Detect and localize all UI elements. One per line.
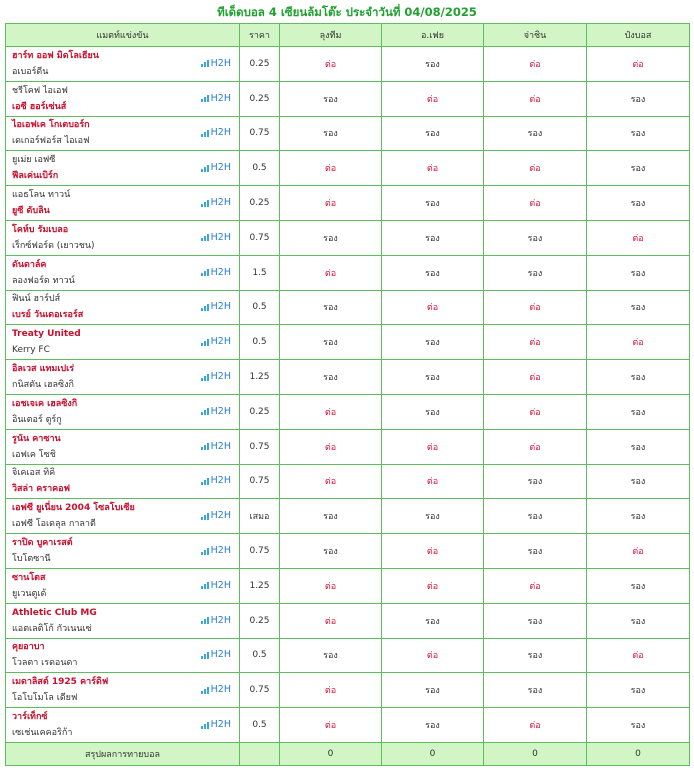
away-team: เร็กซ์ฟอร์ด (เยาวชน) — [12, 240, 95, 251]
match-cell — [6, 568, 240, 603]
table-row — [6, 220, 690, 255]
bar-chart-icon — [201, 373, 209, 381]
summary-empty-cell — [240, 742, 280, 765]
table-row — [6, 290, 690, 325]
pick-cell: ต่อ — [382, 151, 484, 186]
bar-chart-icon — [201, 129, 209, 137]
away-team: เซเช่นเคคอริก้า — [12, 728, 73, 739]
home-team: ดันดาล์ค — [12, 259, 47, 270]
price-cell: 0.5 — [240, 290, 280, 325]
pick-cell: รอง — [280, 534, 382, 569]
match-cell — [6, 290, 240, 325]
price-cell: 0.5 — [240, 708, 280, 743]
home-team: Athletic Club MG — [12, 607, 97, 618]
pick-cell: ต่อ — [382, 464, 484, 499]
bar-chart-icon — [201, 477, 209, 485]
match-cell — [6, 220, 240, 255]
price-cell: 0.5 — [240, 638, 280, 673]
table-row — [6, 568, 690, 603]
home-team: อิลเวส แทมเปเร่ — [12, 364, 75, 375]
table-row — [6, 603, 690, 638]
match-cell — [6, 534, 240, 569]
pick-cell: รอง — [587, 360, 690, 395]
pick-cell: รอง — [382, 220, 484, 255]
pick-cell: ต่อ — [382, 290, 484, 325]
bar-chart-icon — [201, 512, 209, 520]
pick-cell: รอง — [587, 151, 690, 186]
table-row — [6, 325, 690, 360]
pick-cell: ต่อ — [382, 81, 484, 116]
away-team: วิสล่า คราคอฟ — [12, 484, 70, 495]
header-tipster-4: ป๋งบอส — [587, 24, 690, 47]
pick-cell: รอง — [382, 673, 484, 708]
price-cell: 0.25 — [240, 186, 280, 221]
pick-cell: ต่อ — [280, 568, 382, 603]
match-cell — [6, 708, 240, 743]
match-cell — [6, 394, 240, 429]
home-team: ฮาร์ท ออฟ มิดโลเธียน — [12, 50, 99, 61]
pick-cell: ต่อ — [382, 534, 484, 569]
pick-cell: ต่อ — [382, 429, 484, 464]
match-cell — [6, 360, 240, 395]
h2h-label: H2H — [210, 162, 231, 174]
price-cell: 0.5 — [240, 325, 280, 360]
pick-cell: ต่อ — [280, 186, 382, 221]
table-row — [6, 151, 690, 186]
h2h-label: H2H — [210, 475, 231, 487]
bar-chart-icon — [201, 616, 209, 624]
match-cell — [6, 186, 240, 221]
pick-cell: ต่อ — [280, 47, 382, 82]
home-team: วาร์เท็กซ์ — [12, 712, 48, 723]
bar-chart-icon — [201, 651, 209, 659]
h2h-label: H2H — [210, 336, 231, 348]
pick-cell: รอง — [587, 499, 690, 534]
pick-cell: รอง — [484, 116, 587, 151]
h2h-link[interactable] — [201, 336, 231, 347]
home-team: โคห์บ รัมเบลอ — [12, 224, 69, 235]
away-team: ยูเวนตูเด้ — [12, 588, 47, 599]
match-cell — [6, 673, 240, 708]
h2h-link[interactable] — [201, 649, 231, 660]
pick-cell: รอง — [587, 673, 690, 708]
home-team: แอธโลน ทาวน์ — [12, 190, 71, 201]
summary-row — [6, 742, 690, 765]
table-row — [6, 116, 690, 151]
bar-chart-icon — [201, 547, 209, 555]
away-team: เอซี ฮอร์เซ่นส์ — [12, 101, 67, 112]
pick-cell: รอง — [382, 360, 484, 395]
h2h-link[interactable] — [201, 371, 231, 382]
price-cell: 0.25 — [240, 603, 280, 638]
h2h-label: H2H — [210, 57, 231, 69]
header-match: แมตท์แข่งขัน — [6, 24, 240, 47]
table-row — [6, 499, 690, 534]
away-team: เอฟซี โอเดลุล กาลาตี — [12, 519, 96, 530]
h2h-link[interactable] — [201, 545, 231, 556]
h2h-link[interactable] — [201, 127, 231, 138]
table-body — [6, 47, 690, 743]
home-team: จิเคเอส ทิคิ — [12, 468, 56, 479]
h2h-label: H2H — [210, 197, 231, 209]
pick-cell: ต่อ — [484, 429, 587, 464]
h2h-link[interactable] — [201, 301, 231, 312]
home-team: คุยอาบา — [12, 642, 45, 653]
pick-cell: ต่อ — [587, 47, 690, 82]
h2h-label: H2H — [210, 719, 231, 731]
pick-cell: ต่อ — [280, 603, 382, 638]
pick-cell: ต่อ — [484, 81, 587, 116]
table-row — [6, 186, 690, 221]
pick-cell: ต่อ — [484, 568, 587, 603]
h2h-link[interactable] — [201, 267, 231, 278]
home-team: ชรีโคฟ ไอเอฟ — [12, 85, 68, 96]
match-cell — [6, 255, 240, 290]
pick-cell: ต่อ — [587, 638, 690, 673]
price-cell: 0.75 — [240, 534, 280, 569]
h2h-link[interactable] — [201, 406, 231, 417]
pick-cell: รอง — [484, 673, 587, 708]
pick-cell: รอง — [382, 116, 484, 151]
h2h-link[interactable] — [201, 615, 231, 626]
away-team: แอตเลติโก้ กัวเนนเซ่ — [12, 623, 92, 634]
away-team: ยูซี ดับลิน — [12, 206, 50, 217]
pick-cell: รอง — [484, 255, 587, 290]
h2h-label: H2H — [210, 510, 231, 522]
h2h-label: H2H — [210, 231, 231, 243]
pick-cell: รอง — [587, 603, 690, 638]
bar-chart-icon — [201, 407, 209, 415]
pick-cell: รอง — [587, 394, 690, 429]
away-team: ฟีลเค่นเบิร์ก — [12, 171, 59, 182]
pick-cell: รอง — [587, 116, 690, 151]
pick-cell: ต่อ — [280, 673, 382, 708]
bar-chart-icon — [201, 233, 209, 241]
bar-chart-icon — [201, 338, 209, 346]
h2h-label: H2H — [210, 371, 231, 383]
away-team: โวลตา เรดอนดา — [12, 658, 78, 669]
tips-table — [5, 23, 690, 766]
h2h-label: H2H — [210, 92, 231, 104]
home-team: เมดาลิสต์ 1925 คาร์ดิฟ — [12, 677, 109, 688]
h2h-link[interactable] — [201, 684, 231, 695]
h2h-label: H2H — [210, 440, 231, 452]
price-cell: เสมอ — [240, 499, 280, 534]
h2h-link[interactable] — [201, 93, 231, 104]
h2h-link[interactable] — [201, 510, 231, 521]
home-team: เอฟซี ยูเนี่ยน 2004 โซลโบเซีย — [12, 503, 135, 514]
pick-cell: รอง — [382, 186, 484, 221]
summary-score-1: 0 — [280, 742, 382, 765]
pick-cell: รอง — [382, 708, 484, 743]
pick-cell: รอง — [484, 638, 587, 673]
pick-cell: รอง — [280, 290, 382, 325]
pick-cell: รอง — [587, 464, 690, 499]
pick-cell: ต่อ — [280, 255, 382, 290]
pick-cell: รอง — [587, 568, 690, 603]
pick-cell: รอง — [587, 429, 690, 464]
match-cell — [6, 603, 240, 638]
pick-cell: ต่อ — [484, 394, 587, 429]
pick-cell: รอง — [587, 290, 690, 325]
table-row — [6, 534, 690, 569]
home-team: ยูเม่ย เอฟซี — [12, 155, 56, 166]
pick-cell: รอง — [280, 325, 382, 360]
pick-cell: ต่อ — [587, 325, 690, 360]
h2h-link[interactable] — [201, 580, 231, 591]
pick-cell: รอง — [382, 394, 484, 429]
pick-cell: ต่อ — [280, 464, 382, 499]
home-team: ซานโตส — [12, 572, 46, 583]
price-cell: 0.25 — [240, 47, 280, 82]
price-cell: 0.75 — [240, 429, 280, 464]
table-row — [6, 464, 690, 499]
bar-chart-icon — [201, 164, 209, 172]
h2h-label: H2H — [210, 301, 231, 313]
price-cell: 0.75 — [240, 220, 280, 255]
table-row — [6, 638, 690, 673]
h2h-link[interactable] — [201, 441, 231, 452]
h2h-label: H2H — [210, 266, 231, 278]
pick-cell: รอง — [280, 81, 382, 116]
pick-cell: รอง — [382, 255, 484, 290]
home-team: ฟินน์ ฮาร์ปส์ — [12, 294, 61, 305]
price-cell: 0.75 — [240, 673, 280, 708]
pick-cell: ต่อ — [382, 568, 484, 603]
table-row — [6, 394, 690, 429]
pick-cell: รอง — [484, 464, 587, 499]
h2h-link[interactable] — [201, 58, 231, 69]
pick-cell: รอง — [382, 325, 484, 360]
pick-cell: ต่อ — [587, 220, 690, 255]
summary-score-4: 0 — [587, 742, 690, 765]
away-team: Kerry FC — [12, 345, 50, 356]
match-cell — [6, 429, 240, 464]
pick-cell: ต่อ — [484, 186, 587, 221]
away-team: ลองฟอร์ด ทาวน์ — [12, 275, 75, 286]
pick-cell: รอง — [587, 255, 690, 290]
away-team: เอฟเค โซชิ — [12, 449, 56, 460]
pick-cell: ต่อ — [280, 708, 382, 743]
h2h-label: H2H — [210, 614, 231, 626]
away-team: กนิสตัน เฮลซิงกิ — [12, 380, 74, 391]
header-tipster-1: ลุงทีม — [280, 24, 382, 47]
h2h-link[interactable] — [201, 162, 231, 173]
home-team: Treaty United — [12, 329, 81, 340]
bar-chart-icon — [201, 199, 209, 207]
header-tipster-3: จ่าชิน — [484, 24, 587, 47]
h2h-link[interactable] — [201, 197, 231, 208]
home-team: เอชเจเค เฮลซิงกิ — [12, 398, 78, 409]
pick-cell: ต่อ — [587, 534, 690, 569]
match-cell — [6, 638, 240, 673]
table-row — [6, 255, 690, 290]
pick-cell: ต่อ — [280, 394, 382, 429]
pick-cell: รอง — [587, 186, 690, 221]
pick-cell: ต่อ — [484, 151, 587, 186]
table-row — [6, 360, 690, 395]
h2h-label: H2H — [210, 649, 231, 661]
bar-chart-icon — [201, 59, 209, 67]
away-team: โบโตซานี — [12, 554, 51, 565]
h2h-label: H2H — [210, 127, 231, 139]
price-cell: 1.5 — [240, 255, 280, 290]
h2h-label: H2H — [210, 684, 231, 696]
pick-cell: ต่อ — [484, 708, 587, 743]
pick-cell: รอง — [484, 499, 587, 534]
bar-chart-icon — [201, 721, 209, 729]
table-row — [6, 47, 690, 82]
summary-score-2: 0 — [382, 742, 484, 765]
pick-cell: รอง — [587, 708, 690, 743]
away-team: โอโบโมโล เดียฟ — [12, 693, 78, 704]
h2h-label: H2H — [210, 545, 231, 557]
table-row — [6, 673, 690, 708]
pick-cell: รอง — [484, 603, 587, 638]
away-team: อเบอร์ดีน — [12, 66, 49, 77]
pick-cell: รอง — [280, 499, 382, 534]
price-cell: 1.25 — [240, 568, 280, 603]
home-team: รูนัน คาซาน — [12, 433, 61, 444]
price-cell: 0.75 — [240, 464, 280, 499]
price-cell: 1.25 — [240, 360, 280, 395]
pick-cell: รอง — [382, 499, 484, 534]
header-price: ราคา — [240, 24, 280, 47]
bar-chart-icon — [201, 303, 209, 311]
table-row — [6, 429, 690, 464]
bar-chart-icon — [201, 686, 209, 694]
header-tipster-2: อ.เฟย — [382, 24, 484, 47]
pick-cell: รอง — [484, 534, 587, 569]
price-cell: 0.25 — [240, 394, 280, 429]
table-row — [6, 81, 690, 116]
pick-cell: ต่อ — [280, 151, 382, 186]
pick-cell: ต่อ — [484, 290, 587, 325]
price-cell: 0.25 — [240, 81, 280, 116]
pick-cell: ต่อ — [280, 429, 382, 464]
bar-chart-icon — [201, 94, 209, 102]
h2h-label: H2H — [210, 405, 231, 417]
match-cell — [6, 116, 240, 151]
h2h-link[interactable] — [201, 475, 231, 486]
home-team: ไอเอฟเค โกเตบอร์ก — [12, 120, 90, 131]
page-title: ทีเด็ดบอล 4 เซียนล้มโต๊ะ ประจำวันที่ 04/08/2025 — [217, 5, 477, 19]
table-header-row — [6, 24, 690, 47]
away-team: เดเกอร์ฟอร์ส ไอเอฟ — [12, 136, 90, 147]
pick-cell: รอง — [280, 116, 382, 151]
pick-cell: รอง — [280, 638, 382, 673]
match-cell — [6, 47, 240, 82]
pick-cell: ต่อ — [382, 638, 484, 673]
pick-cell: รอง — [280, 360, 382, 395]
h2h-label: H2H — [210, 579, 231, 591]
away-team: อินเตอร์ ตูร์กู — [12, 414, 62, 425]
match-cell — [6, 151, 240, 186]
price-cell: 0.75 — [240, 116, 280, 151]
pick-cell: รอง — [382, 603, 484, 638]
match-cell — [6, 325, 240, 360]
bar-chart-icon — [201, 268, 209, 276]
table-row — [6, 708, 690, 743]
match-cell — [6, 81, 240, 116]
pick-cell: รอง — [587, 81, 690, 116]
summary-score-3: 0 — [484, 742, 587, 765]
price-cell: 0.5 — [240, 151, 280, 186]
pick-cell: รอง — [382, 47, 484, 82]
bar-chart-icon — [201, 442, 209, 450]
bar-chart-icon — [201, 581, 209, 589]
pick-cell: รอง — [484, 220, 587, 255]
away-team: เบรย์ วันเดอเรอร์ส — [12, 310, 84, 321]
summary-label: สรุปผลการทายบอล — [6, 742, 240, 765]
home-team: ราปิด บูคาเรสต์ — [12, 538, 73, 549]
pick-cell: รอง — [280, 220, 382, 255]
match-cell — [6, 499, 240, 534]
h2h-link[interactable] — [201, 719, 231, 730]
match-cell — [6, 464, 240, 499]
h2h-link[interactable] — [201, 232, 231, 243]
pick-cell: ต่อ — [484, 47, 587, 82]
pick-cell: ต่อ — [484, 360, 587, 395]
pick-cell: ต่อ — [484, 325, 587, 360]
